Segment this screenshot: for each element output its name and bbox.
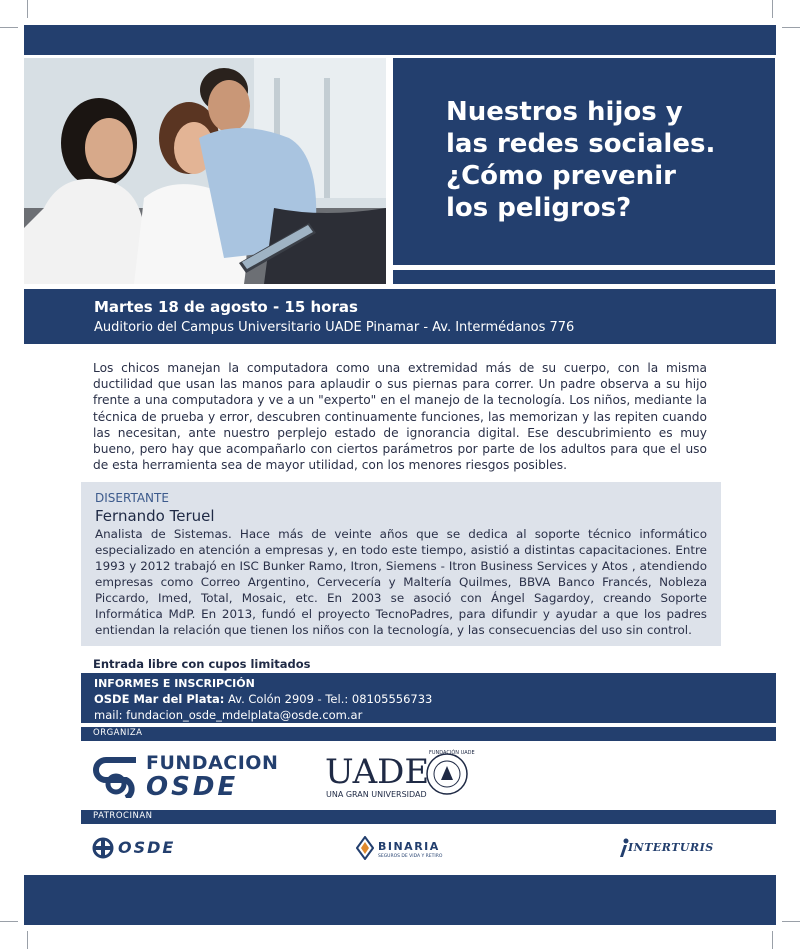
binaria-logo (356, 836, 456, 864)
fundacion-text: FUNDACION (146, 752, 279, 774)
interturis-logo (618, 838, 718, 860)
title-line: ¿Cómo prevenir (446, 161, 676, 191)
crop-mark (782, 921, 800, 922)
interturis-text: INTERTURIS (628, 841, 714, 854)
event-bar (24, 289, 776, 344)
top-banner (24, 25, 776, 55)
osde-sponsor-text: OSDE (118, 838, 176, 857)
speaker-box (81, 482, 721, 646)
fundacion-osde-emblem-icon (92, 754, 140, 798)
patrocinan-bar (81, 810, 776, 824)
event-place: Auditorio del Campus Universitario UADE Pinamar - Av. Intermédanos 776 (94, 320, 575, 335)
fundacion-osde-logo (92, 752, 279, 802)
info-org: OSDE Mar del Plata: (94, 692, 225, 706)
crop-mark (772, 0, 773, 18)
crop-mark (772, 931, 773, 949)
info-mail[interactable]: mail: fundacion_osde_mdelplata@osde.com.ar (94, 708, 363, 722)
speaker-bio: Analista de Sistemas. Hace más de veinte años que se dedica al soporte técnico informático especializado en atención a empresas y, en todo este tiempo, asistió a distintas capacitaciones. Entre 1993 y 2012 trabajó en ISC Bunker Ramo, Itron, Siemens - Itron Business Services y Atos , atendiendo empresas como Correo Argentino, Cervecería y Maltería Quilmes, BBVA Banco Francés, Nobleza Piccardo, Imed, Total, Mosaic, etc. En 2003 se asoció con Ángel Sagardoy, creando Soporte Informática MdP. En 2013, fundó el proyecto TecnoPadres, para difundir y ayudar a que los padres entiendan la relación que tienen los niños con la tecnología, y las consecuencias del uso sin control. (95, 527, 707, 637)
crop-mark (0, 921, 18, 922)
osde-text: OSDE (146, 772, 239, 802)
osde-sponsor-logo (92, 836, 192, 862)
uade-seal-icon (425, 752, 469, 796)
family-illustration (24, 58, 386, 284)
crop-mark (782, 27, 800, 28)
info-title: INFORMES E INSCRIPCIÓN (94, 677, 255, 690)
free-entry-note: Entrada libre con cupos limitados (93, 657, 311, 671)
event-title (446, 96, 766, 224)
info-address-text: Av. Colón 2909 - Tel.: 08105556733 (227, 692, 433, 706)
uade-subtitle: UNA GRAN UNIVERSIDAD (326, 790, 427, 799)
crop-mark (27, 931, 28, 949)
title-stripe (393, 270, 775, 284)
organiza-bar (81, 727, 776, 741)
organiza-label: ORGANIZA (93, 728, 143, 738)
info-bar (81, 673, 776, 723)
bottom-banner (24, 875, 776, 925)
intro-paragraph: Los chicos manejan la computadora como una extremidad más de su cuerpo, con la misma ductilidad que usan las manos para aplaudir o sus piernas para correr. Un padre observa a su hijo frente a una computadora y ve a un "experto" en el manejo de la tecnología. Los niños, mediante la técnica de prueba y error, descubren continuamente funciones, las memorizan y las repiten cuando las necesitan, ante nuestro perplejo estado de ignorancia digital. Ese descubrimiento es muy bueno, pero hay que acompañarlo con ciertos parámetros por parte de los adultos para que el uso de esta herramienta sea de mayor utilidad, con los menores riesgos posibles. (93, 361, 707, 473)
speaker-label: DISERTANTE (95, 491, 169, 505)
uade-text: UADE (325, 752, 430, 792)
title-line: Nuestros hijos y (446, 97, 683, 127)
event-date: Martes 18 de agosto - 15 horas (94, 298, 358, 316)
crop-mark (0, 27, 18, 28)
binaria-emblem-icon (356, 836, 374, 860)
speaker-name: Fernando Teruel (95, 507, 215, 525)
title-box (393, 58, 775, 265)
binaria-subtitle: SEGUROS DE VIDA Y RETIRO (378, 854, 443, 859)
patrocinan-label: PATROCINAN (93, 811, 153, 821)
crop-mark (27, 0, 28, 18)
family-photo (24, 58, 386, 284)
info-address (94, 692, 432, 706)
osde-emblem-icon (92, 837, 114, 859)
title-line: los peligros? (446, 193, 632, 223)
title-line: las redes sociales. (446, 129, 716, 159)
binaria-text: BINARIA (378, 840, 440, 853)
uade-seal-text: FUNDACIÓN UADE (429, 750, 475, 756)
uade-logo (325, 752, 475, 802)
